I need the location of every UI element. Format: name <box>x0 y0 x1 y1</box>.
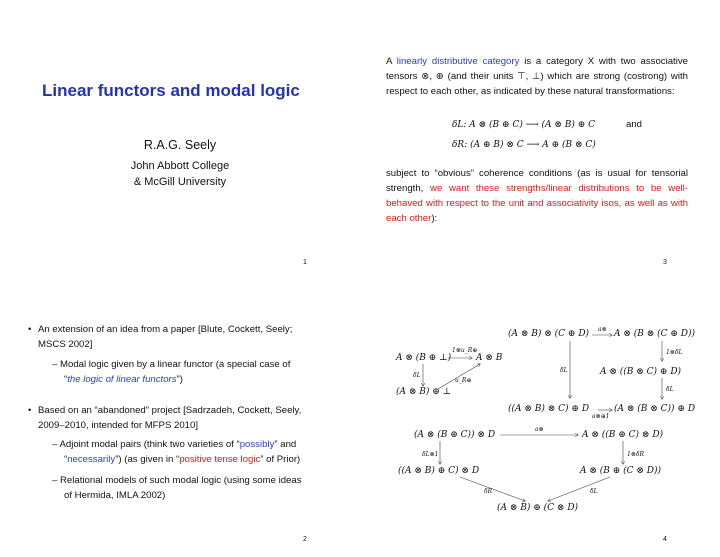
term-linearly-distributive-category: linearly distributive category <box>396 56 520 67</box>
d1-left-label: δL <box>413 372 421 379</box>
slide3-page-number: 3 <box>663 259 667 266</box>
d2-right-diag-label: δL <box>590 488 598 495</box>
slide3-coherence-paragraph: subject to “obvious” coherence conditions (as is usual for tensorial strength, we want these strengths/linear distributions to be well-behaved with respect to the unit and associativity isos, as well as with each other): <box>386 168 688 224</box>
d2-right-label: 1⊗δR <box>627 451 644 458</box>
d2-left-label: δL⊗1 <box>422 451 439 458</box>
term-positive-tense-logic: positive tense logic <box>179 453 261 465</box>
d1-right-label2: δL <box>666 386 674 393</box>
term-logic-of-linear-functors: the logic of linear functors <box>67 373 177 385</box>
equation-delta-l: δL: A ⊗ (B ⊕ C) ⟶ (A ⊗ B) ⊕ C <box>452 120 596 130</box>
sub-bullet-relational-models: – Relational models of such modal logic (using some ideas of Hermida, IMLA 2002) <box>52 475 302 501</box>
d2-mid-right: A ⊗ (B ⊕ (C ⊗ D)) <box>580 466 662 476</box>
d1-top-right: A ⊗ (B ⊗ (C ⊕ D)) <box>614 329 696 339</box>
d1-bottom-arrow-label: a⊗⊕1 <box>592 413 610 420</box>
slide1-page-number: 1 <box>303 259 307 266</box>
d1-top-arrow-label: a⊗ <box>598 326 607 333</box>
d1-left-bottom: (A ⊗ B) ⊕ ⊥ <box>396 387 452 397</box>
d2-mid-left: ((A ⊗ B) ⊕ C) ⊗ D <box>398 466 480 476</box>
slide1-affiliation-line1: John Abbott College <box>130 160 230 172</box>
bullet-1: • An extension of an idea from a paper [Blute, Cockett, Seely; MSCS 2002] <box>28 324 293 350</box>
coherence-highlight: we want these strengths/linear distributions to be well-behaved with respect to the unit and associativity isos, as well as with each other <box>386 183 688 224</box>
d1-bottom-left: ((A ⊗ B) ⊗ C) ⊕ D <box>508 404 590 414</box>
slide1-author: R.A.G. Seely <box>143 138 217 152</box>
d2-top-right: A ⊗ ((B ⊕ C) ⊗ D) <box>582 430 664 440</box>
slide1-affiliation-line2: & McGill University <box>133 176 227 188</box>
sub-bullet-adjoint-modal: – Adjoint modal pairs (think two varieties of “possibly” and “necessarily”) (as given in “positive tense logic” of Prior) <box>52 439 301 465</box>
d1-left-top: A ⊗ (B ⊕ ⊥) <box>396 353 452 363</box>
d1-mid-label: δL <box>560 367 568 374</box>
slide3-intro-paragraph: A linearly distributive category is a category X with two associative tensors ⊗, ⊕ (and their units ⊤, ⊥) which are strong (costrong) with respect to each other, as indicated by these natural transformations: <box>386 56 688 97</box>
d1-top-left: (A ⊗ B) ⊗ (C ⊕ D) <box>508 329 590 339</box>
d1-left-arrow-label: 1⊗u_R⊕ <box>452 347 478 354</box>
d1-left-target: A ⊗ B <box>476 353 503 363</box>
d1-bottom-right: (A ⊗ (B ⊗ C)) ⊕ D <box>614 404 696 414</box>
d2-right-diag-arrow <box>548 477 610 501</box>
d2-left-diag-label: δR <box>484 488 493 495</box>
slide1-title: Linear functors and modal logic <box>42 81 300 100</box>
slide2-page-number: 2 <box>303 536 307 543</box>
bullet-2: • Based on an “abandoned” project [Sadrzadeh, Cockett, Seely, 2009–2010, intended for MFPS 2010] <box>28 405 302 431</box>
term-possibly: possibly <box>239 439 275 450</box>
term-necessarily: necessarily <box>67 453 116 465</box>
d2-bottom: (A ⊗ B) ⊕ (C ⊗ D) <box>497 503 579 513</box>
slide4-page-number: 4 <box>663 536 667 543</box>
sub-bullet-linear-functor: – Modal logic given by a linear functor (a special case of “the logic of linear functors”) <box>52 359 291 385</box>
equation-and: and <box>626 119 643 130</box>
d2-top-left: (A ⊗ (B ⊕ C)) ⊗ D <box>414 430 496 440</box>
d1-right-label1: 1⊗δL <box>666 349 683 356</box>
equation-delta-r: δR: (A ⊕ B) ⊗ C ⟶ A ⊕ (B ⊗ C) <box>452 140 596 150</box>
d2-top-arrow-label: a⊗ <box>535 426 544 433</box>
d2-left-diag-arrow <box>460 477 525 501</box>
d1-diag-label: u_R⊕ <box>455 377 472 384</box>
d1-right-mid: A ⊗ ((B ⊗ C) ⊕ D) <box>600 367 682 377</box>
